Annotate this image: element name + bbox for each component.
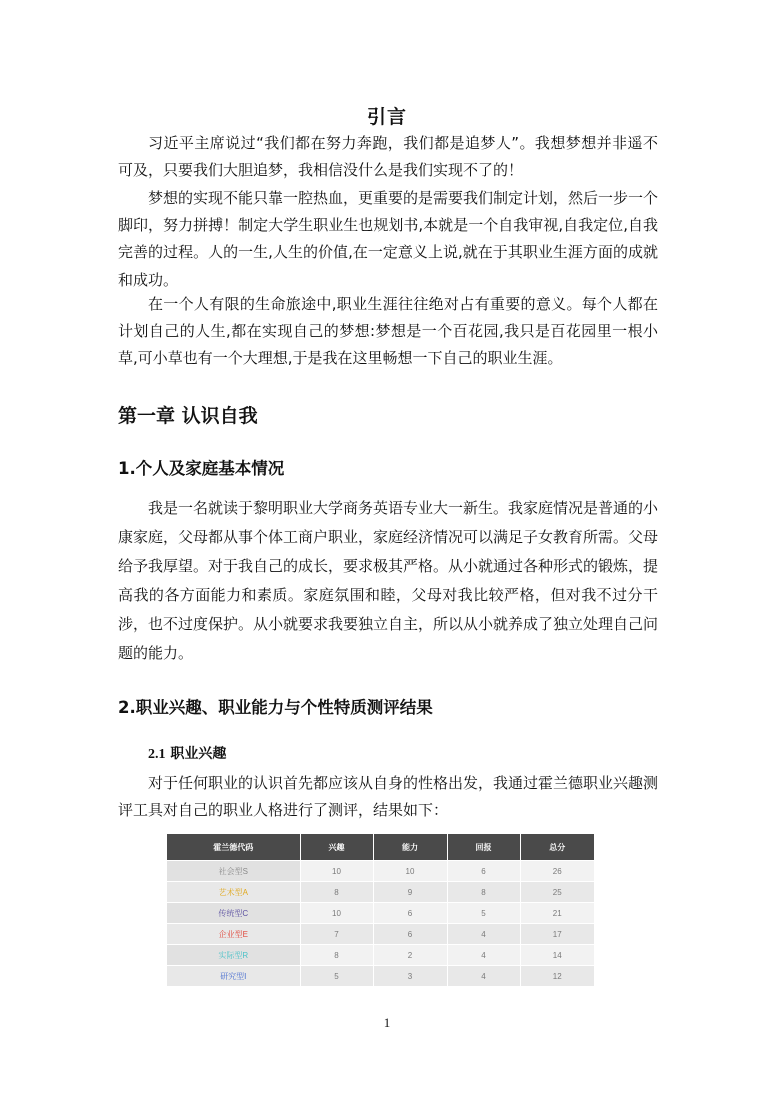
- cell-interest: 8: [300, 945, 373, 966]
- section-heading-1: 1.个人及家庭基本情况: [118, 459, 285, 478]
- cell-total: 14: [520, 945, 594, 966]
- interest-paragraph: 对于任何职业的认识首先都应该从自身的性格出发，我通过霍兰德职业兴趣测评工具对自己的职业人格进行了测评，结果如下：: [118, 774, 659, 820]
- table-row: [167, 861, 594, 882]
- cell-total: 21: [520, 903, 594, 924]
- cell-type: 实际型R: [167, 945, 300, 966]
- cell-reward: 4: [447, 924, 520, 945]
- table-row: [167, 924, 594, 945]
- intro-paragraph-3: 在一个人有限的生命旅途中,职业生涯往往绝对占有重要的意义。每个人都在计划自己的人生,都在实现自己的梦想:梦想是一个百花园,我只是百花园里一根小草,可小草也有一个大理想,于是我在这里畅想一下自己的职业生涯。: [118, 295, 658, 368]
- cell-ability: 9: [373, 882, 447, 903]
- header-ability: 能力: [373, 834, 447, 861]
- cell-type: 社会型S: [167, 861, 300, 882]
- cell-interest: 10: [300, 903, 373, 924]
- cell-interest: 7: [300, 924, 373, 945]
- cell-total: 26: [520, 861, 594, 882]
- header-interest: 兴趣: [300, 834, 373, 861]
- table-row: [167, 882, 594, 903]
- header-code: 霍兰德代码: [167, 834, 300, 861]
- cell-ability: 3: [373, 966, 447, 987]
- page-number: 1: [383, 1015, 391, 1030]
- header-reward: 回报: [447, 834, 520, 861]
- cell-reward: 8: [447, 882, 520, 903]
- cell-total: 25: [520, 882, 594, 903]
- subsection-number: 2.1: [148, 747, 166, 762]
- cell-type: 研究型I: [167, 966, 300, 987]
- cell-reward: 6: [447, 861, 520, 882]
- cell-reward: 4: [447, 945, 520, 966]
- table-row: [167, 966, 594, 987]
- table-header-row: [167, 834, 594, 861]
- subsection-heading: [148, 743, 226, 763]
- cell-type: 传统型C: [167, 903, 300, 924]
- cell-reward: 5: [447, 903, 520, 924]
- family-paragraph: 我是一名就读于黎明职业大学商务英语专业大一新生。我家庭情况是普通的小康家庭，父母都从事个体工商户职业，家庭经济情况可以满足子女教育所需。父母给予我厚望。对于我自己的成长，要求极其严格。从小就通过各种形式的锻炼，提高我的各方面能力和素质。家庭氛围和睦，父母对我比较严格，但对我不过分干涉，也不过度保护。从小就要求我要独立自主，所以从小就养成了独立处理自己问题的能力。: [118, 499, 659, 662]
- intro-paragraph-2: 梦想的实现不能只靠一腔热血，更重要的是需要我们制定计划，然后一步一个脚印，努力拼搏！制定大学生职业生也规划书,本就是一个自我审视,自我定位,自我完善的过程。人的一生,人生的价值,在一定意义上说,就在于其职业生涯方面的成就和成功。: [118, 189, 659, 289]
- subsection-title: 职业兴趣: [170, 746, 227, 762]
- cell-total: 17: [520, 924, 594, 945]
- cell-interest: 8: [300, 882, 373, 903]
- cell-ability: 6: [373, 903, 447, 924]
- cell-ability: 2: [373, 945, 447, 966]
- section-heading-2: 2.职业兴趣、职业能力与个性特质测评结果: [118, 698, 433, 717]
- table-row: [167, 903, 594, 924]
- table-row: [167, 945, 594, 966]
- header-total: 总分: [520, 834, 594, 861]
- intro-paragraph-1: 习近平主席说过“我们都在努力奔跑，我们都是追梦人”。我想梦想并非遥不可及，只要我们大胆追梦，我相信没什么是我们实现不了的！: [118, 134, 658, 180]
- cell-ability: 6: [373, 924, 447, 945]
- cell-type: 企业型E: [167, 924, 300, 945]
- cell-interest: 10: [300, 861, 373, 882]
- cell-reward: 4: [447, 966, 520, 987]
- page-title: 引言: [366, 106, 407, 128]
- holland-code-table: [167, 834, 594, 986]
- cell-total: 12: [520, 966, 594, 987]
- cell-ability: 10: [373, 861, 447, 882]
- cell-type: 艺术型A: [167, 882, 300, 903]
- cell-interest: 5: [300, 966, 373, 987]
- chapter-heading: 第一章 认识自我: [118, 405, 258, 427]
